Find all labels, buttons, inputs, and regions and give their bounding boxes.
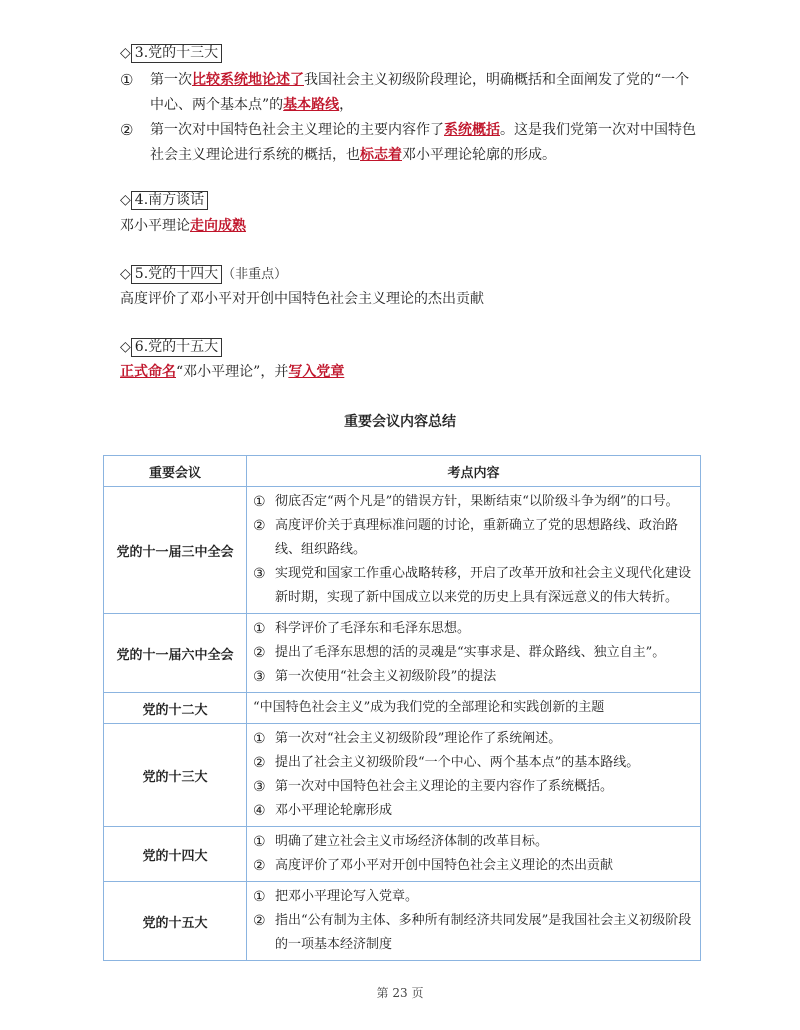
text: 我国社会主义初级阶段理论，明确概括和全面阐发了党的“一个 — [304, 72, 690, 88]
item-text: 彻底否定“两个凡是”的错误方针，果断结束“以阶级斗争为纲”的口号。 — [275, 494, 679, 509]
list-item — [253, 751, 700, 775]
meeting-name: 党的十五大 — [104, 882, 247, 961]
meeting-content — [247, 693, 701, 724]
meeting-name: 党的十三大 — [104, 724, 247, 827]
meeting-name: 党的十一届六中全会 — [104, 614, 247, 693]
list-item — [253, 665, 700, 689]
diamond-icon: ◇ — [120, 339, 131, 355]
section-heading-southern-tour — [120, 191, 208, 210]
item-text: 实现党和国家工作重心战略转移，开启了改革开放和社会主义现代化建设新时期，实现了新中国成立以来党的历史上具有深远意义的伟大转折。 — [275, 566, 692, 605]
table-title: 重要会议内容总结 — [344, 414, 456, 430]
item-text: 第一次对中国特色社会主义理论的主要内容作了系统概括。 — [275, 779, 614, 794]
section-heading-13th-congress — [120, 44, 222, 63]
item-text: 第一次使用“社会主义初级阶段”的提法 — [275, 669, 497, 684]
section-title: 5.党的十四大 — [131, 265, 222, 284]
diamond-icon: ◇ — [120, 192, 131, 208]
highlight: 正式命名 — [120, 364, 176, 380]
meeting-content — [247, 827, 701, 882]
text: 第一次对中国特色社会主义理论的主要内容作了 — [150, 122, 444, 138]
item-marker: ② — [253, 645, 266, 661]
item-marker: ① — [253, 621, 266, 637]
text: 社会主义理论进行系统的概括，也 — [150, 147, 360, 163]
highlight: 走向成熟 — [190, 218, 246, 234]
item-marker: ① — [253, 731, 266, 747]
list-item — [253, 854, 700, 878]
text: ， — [339, 97, 354, 113]
item-marker: ② — [253, 755, 266, 771]
meeting-content — [247, 882, 701, 961]
item-marker: ② — [253, 913, 266, 929]
text: 邓小平理论 — [120, 218, 190, 234]
table-row — [104, 693, 701, 724]
item-marker: ② — [253, 518, 266, 534]
table-header-row — [104, 456, 701, 487]
highlight: 标志着 — [360, 147, 402, 163]
list-item — [253, 514, 700, 562]
item-marker: ② — [120, 121, 134, 139]
highlight: 系统概括 — [444, 122, 500, 138]
list-item — [253, 885, 700, 909]
list-item — [253, 775, 700, 799]
diamond-icon: ◇ — [120, 266, 131, 282]
text: “邓小平理论”，并 — [176, 364, 289, 380]
meeting-content — [247, 487, 701, 614]
meeting-name: 党的十四大 — [104, 827, 247, 882]
section-text — [120, 216, 246, 236]
text: 中心、两个基本点”的 — [150, 97, 284, 113]
item-text: 明确了建立社会主义市场经济体制的改革目标。 — [275, 834, 549, 849]
item-text: 指出“公有制为主体、多种所有制经济共同发展”是我国社会主义初级阶段的一项基本经济制度 — [275, 913, 692, 952]
meeting-content — [247, 614, 701, 693]
list-item — [253, 727, 700, 751]
meeting-name: 党的十二大 — [104, 693, 247, 724]
highlight: 比较系统地论述了 — [192, 72, 304, 88]
diamond-icon: ◇ — [120, 45, 131, 61]
item-marker: ② — [253, 858, 266, 874]
highlight: 基本路线 — [283, 97, 340, 113]
list-item — [253, 490, 700, 514]
column-header-meeting: 重要会议 — [104, 456, 247, 487]
item-marker: ④ — [253, 803, 266, 819]
section-title: 6.党的十五大 — [131, 338, 222, 357]
page-number: 第 23 页 — [376, 986, 424, 1000]
table-row — [104, 487, 701, 614]
section-title: 3.党的十三大 — [131, 44, 222, 63]
item-marker: ③ — [253, 779, 266, 795]
item-line — [150, 145, 556, 165]
item-text: 提出了社会主义初级阶段“一个中心、两个基本点”的基本路线。 — [275, 755, 640, 770]
section-heading-14th-congress — [120, 265, 287, 284]
item-marker: ① — [253, 834, 266, 850]
section-title: 4.南方谈话 — [131, 191, 208, 210]
content-text: “中国特色社会主义”成为我们党的全部理论和实践创新的主题 — [253, 700, 605, 715]
section-note: （非重点） — [222, 267, 288, 282]
item-text: 高度评价关于真理标准问题的讨论，重新确立了党的思想路线、政治路线、组织路线。 — [275, 518, 679, 557]
list-item — [253, 909, 700, 957]
table-row — [104, 614, 701, 693]
item-text: 把邓小平理论写入党章。 — [275, 889, 419, 904]
item-marker: ① — [253, 889, 266, 905]
column-header-content: 考点内容 — [247, 456, 701, 487]
item-marker: ③ — [253, 669, 266, 685]
item-text: 提出了毛泽东思想的活的灵魂是“实事求是、群众路线、独立自主”。 — [275, 645, 666, 660]
meeting-name: 党的十一届三中全会 — [104, 487, 247, 614]
item-text: 邓小平理论轮廓形成 — [275, 803, 393, 818]
text: 第一次 — [150, 72, 192, 88]
section-text: 高度评价了邓小平对开创中国特色社会主义理论的杰出贡献 — [120, 291, 484, 307]
meeting-content — [247, 724, 701, 827]
list-item — [253, 799, 700, 823]
item-line — [150, 95, 353, 115]
section-text — [120, 362, 344, 382]
item-text: 科学评价了毛泽东和毛泽东思想。 — [275, 621, 471, 636]
text: 邓小平理论轮廓的形成。 — [402, 147, 556, 163]
table-row — [104, 827, 701, 882]
table-row — [104, 724, 701, 827]
item-line — [150, 120, 696, 140]
text: 。这是我们党第一次对中国特色 — [500, 122, 696, 138]
list-item — [253, 562, 700, 610]
list-item — [253, 641, 700, 665]
section-heading-15th-congress — [120, 338, 222, 357]
list-item — [253, 617, 700, 641]
item-marker: ③ — [253, 566, 266, 582]
item-text: 高度评价了邓小平对开创中国特色社会主义理论的杰出贡献 — [275, 858, 614, 873]
summary-table — [103, 455, 701, 961]
item-text: 第一次对“社会主义初级阶段”理论作了系统阐述。 — [275, 731, 562, 746]
item-line — [150, 70, 689, 90]
list-item — [253, 830, 700, 854]
table-row — [104, 882, 701, 961]
item-marker: ① — [120, 71, 134, 89]
item-marker: ① — [253, 494, 266, 510]
highlight: 写入党章 — [288, 364, 345, 380]
